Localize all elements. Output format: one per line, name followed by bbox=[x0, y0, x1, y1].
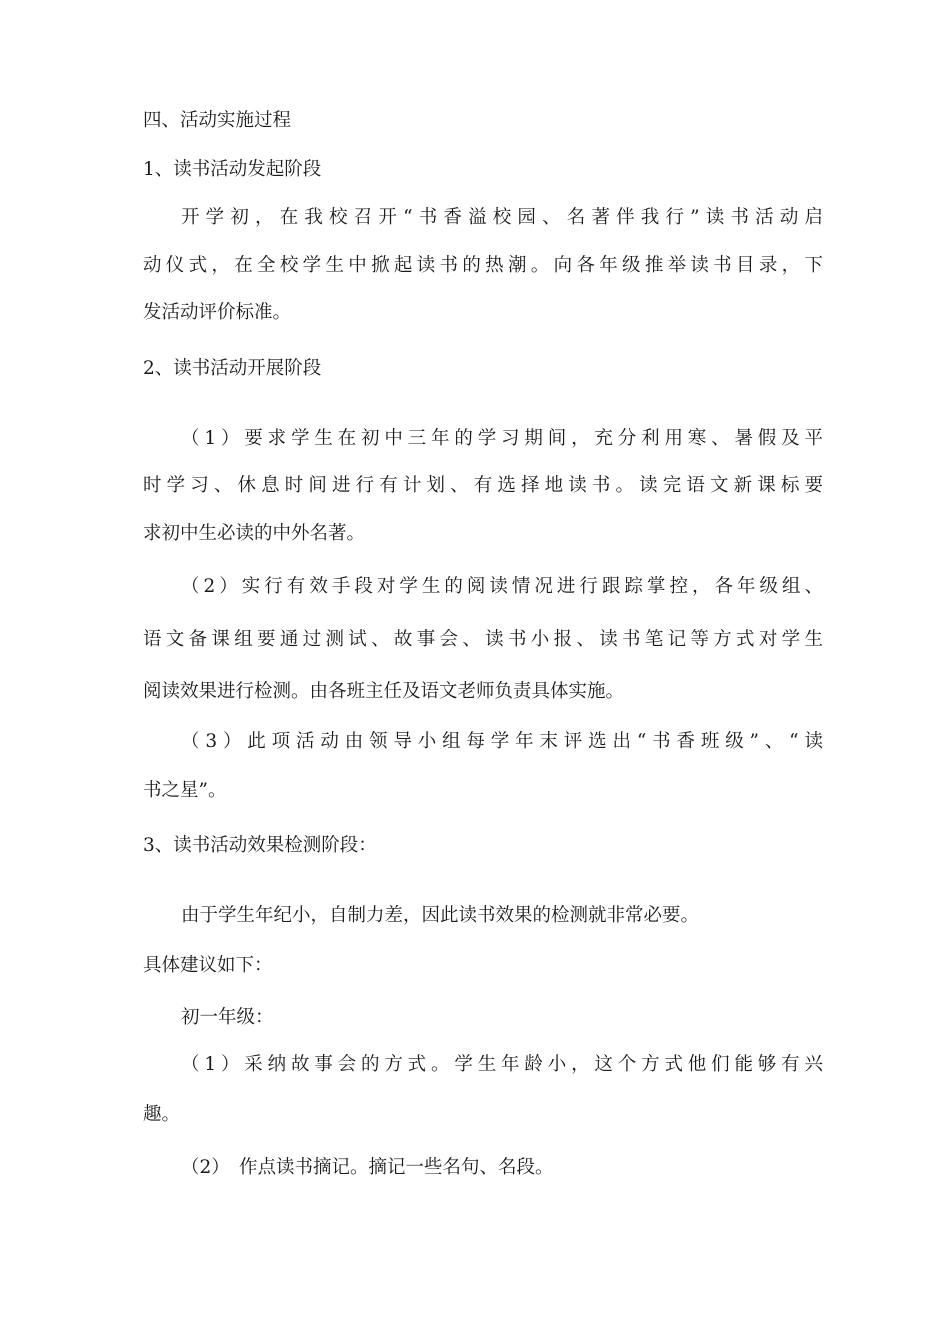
stage3-suggest: 具体建议如下： bbox=[143, 955, 273, 976]
stage2-item1-line: 时学习、休息时间进行有计划、有选择地读书。读完语文新课标要 bbox=[143, 475, 823, 496]
stage3-heading: 3、读书活动效果检测阶段： bbox=[143, 835, 377, 856]
stage2-item1-line: （1）要求学生在初中三年的学习期间，充分利用寒、暑假及平 bbox=[181, 428, 823, 449]
stage2-item1-line: 求初中生必读的中外名著。 bbox=[143, 523, 366, 544]
grade1-label: 初一年级： bbox=[181, 1007, 274, 1028]
stage3-intro: 由于学生年纪小，自制力差，因此读书效果的检测就非常必要。 bbox=[181, 905, 700, 926]
grade1-item2: （2） 作点读书摘记。摘记一些名句、名段。 bbox=[181, 1157, 554, 1178]
stage2-item2-line: 语文备课组要通过测试、故事会、读书小报、读书笔记等方式对学生 bbox=[143, 629, 823, 650]
stage1-para-line: 开学初，在我校召开“书香溢校园、名著伴我行”读书活动启 bbox=[181, 207, 823, 228]
stage2-item2-line: （2）实行有效手段对学生的阅读情况进行跟踪掌控，各年级组、 bbox=[181, 576, 823, 597]
stage2-heading: 2、读书活动开展阶段 bbox=[143, 358, 322, 379]
stage2-item3-line: （3）此项活动由领导小组每学年末评选出“书香班级”、“读 bbox=[181, 731, 823, 752]
grade1-item1-line: （1）采纳故事会的方式。学生年龄小，这个方式他们能够有兴 bbox=[181, 1054, 823, 1075]
stage1-para-line: 发活动评价标准。 bbox=[143, 302, 292, 323]
stage2-item2-line: 阅读效果进行检测。由各班主任及语文老师负责具体实施。 bbox=[143, 681, 625, 702]
section-heading: 四、活动实施过程 bbox=[143, 110, 292, 131]
stage1-heading: 1、读书活动发起阶段 bbox=[143, 159, 322, 180]
stage1-para-line: 动仪式，在全校学生中掀起读书的热潮。向各年级推举读书目录，下 bbox=[143, 255, 823, 276]
grade1-item1-line: 趣。 bbox=[143, 1104, 181, 1125]
stage2-item3-line: 书之星”。 bbox=[143, 780, 227, 801]
